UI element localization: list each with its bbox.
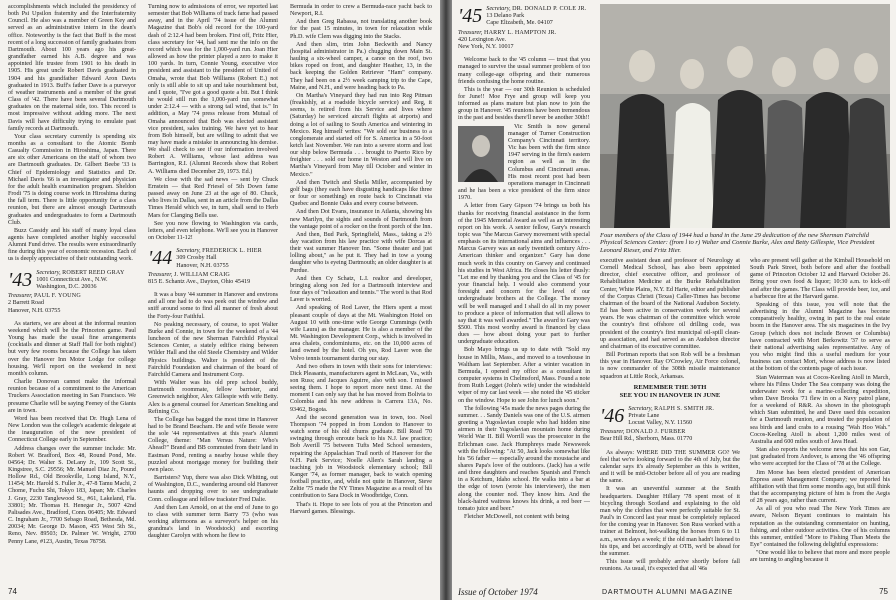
- paragraph: Welcome back to the '45 column — trust that you managed to survive the usual summer problem of too many college-age offspring and their numerous friends confusing the home routine.: [458, 57, 590, 85]
- paragraph: This is the year — our 30th Reunion is scheduled for June!! Moe Frye and group will keep you informed as plans mature but plan now to join the group in Hanover. '45 reunions have been tremendous in the past and besides there'll never be another 30th!!: [458, 86, 590, 122]
- reunion-headline: REMEMBER THE 30TH SEE YOU IN HANOVER IN JUNE: [619, 383, 721, 399]
- paragraph: As all of you who read The New York Times are aware, Nelson Bryant continues to maintain his reputation as the outstanding commentator on hunting, fishing, and other outdoor activities. One of his columns this summer, entitled "More to Fishing Than Meets the Eye" contained the following delightful expressions:: [750, 506, 890, 549]
- class-year: '44: [148, 247, 173, 270]
- paragraph: And the second generation was in town, too. Noel Thompson '74 popped in from London to Hanover to watch some of his old chums graduate. Bill Read '70 swinging through enroute back to his N.J. law practice; Bob Averill '75 between Tufts Med School semesters, repairing the Appalachian Trail north of Hanover for the N.H. Park Service; Noelle Allen's Sarah landing a teaching job in Woodstock elementary school; Bill Kanger '74, as former manager, back to watch opening football practice, and, while not quite in Hanover, Steve Zeltie '75 made the NY Times Magazine as a result of his contribution to Sara Dock in Woodbridge, Conn.: [290, 414, 432, 500]
- paragraph: Jim Morse has been elected president of American Express asset Management Company; we reported his affiliation with that firm some months ago, but still think that the accompanying picture of him is from the Aegis of 28 years ago, rather than current.: [750, 469, 890, 505]
- class-header-43: [8, 270, 136, 315]
- paragraph: No peaking necessary, of course, to spot Walter Burke and Connie, in town for the weekend of a '44 luncheon of the new Sherman Fairchild Physical Sciences Center, a stately edifice rising between Wilder Hall and the old Steele Chemistry and Wilder Physics buildings. Walter is president of the Fairchild Foundation and chairman of the board of Fairchild Camera and Instrument Corp.: [148, 321, 278, 378]
- left-column-2: [148, 4, 278, 541]
- paragraph: who are present will gather at the Kimball Household on South Park Street, both before and after the football game of Princeton October 12 and Harvard October 26. Bring your own food & liquor; 10:30 a.m. to kick-off and after the games. The Class will provide beer, ice, and a barbecue fire at the Harvard game.: [750, 258, 890, 300]
- paragraph: Stan also reports the welcome news that his son Gar, just graduated from Andover, is among the '46 offspring who were accepted for the Class of '78 at the College.: [750, 447, 890, 468]
- paragraph: It was a busy '44 summer in Hanover and environs and all one had to do was peek out the window and sniff around some to find all manner of fresh about the Forty-four Faithful.: [148, 292, 278, 320]
- class-year: '43: [8, 268, 33, 291]
- group-photo: [600, 4, 890, 228]
- paragraph: Fletcher McDowell, not content with being: [464, 514, 570, 521]
- paragraph: See you now flowing to Washington via cards, letters, and even telephone. We'll see you in Hanover on October 11-12!: [148, 220, 278, 241]
- page-number-right: 75: [879, 587, 888, 596]
- right-page: [452, 0, 896, 600]
- class-officers: Secretary, DR. DONALD P. COLE JR. 13 Delano Park Cape Elizabeth, Me. 04107 Treasurer, HARRY L. HAMPTON JR. 420 Lexington Ave. New York, N.Y. 10017: [458, 6, 587, 51]
- paragraph: A letter from Gary Gipson '74 brings us both his thanks for receiving financial assistance in the form of the 1945 Memorial Award as well as an interesting report on his work. A senior fellow, Gary's research topic was "the Marcus Garvey movement with special emphasis on its international aims and influences . . . Marcus Garvey was an early twentieth century Afro-American thinker and organizer." Gary has done much work in this country on Garvey and continued his studies in West Africa. He closes his letter thusly: "Let me end by thanking you and the Class of '45 for your financial help. I would also commend your foresight and concern for the level of our undergraduate brothers at the College. The money will be well managed and I shall do all in my power to produce a piece of information that will allows to say that it was well awarded." The award to Gary was $500. This most worthy award is financed by class dues — how about doing your part to further undergraduate education.: [458, 203, 590, 346]
- paragraph: Bill Portman reports that son Rob will be a freshman this year in Hanover. Ray O'Crowley, Air Force colonel, is now commander of the 308th missile maintenance squadron at Little Rock, Arkansas.: [600, 352, 740, 380]
- paragraph: accomplishments which included the presidency of both Psi Upsilon fraternity and the Interfraternity Council. He also was a member of Green Key and served as an administrative intern in the dean's office. Noteworthy is the fact that Buff is the most recent of a long succession of family graduates from Dartmouth. About 100 years ago his great-grandfather earned his A.B. degree and was appointed life trustee from 1901 to his death in 1905. His great uncle Robert Davis graduated in 1904 and his grandfather Edward Aron Davis graduated in 1913. Buff's father Dave is a purveyor of weather instruments and a member of the great Class of '42. There have been several Dartmouth graduates on the maternal side, too. This record is most impressive without adding more. The next Davis will have difficulty trying to emulate past family records at Dartmouth.: [8, 4, 136, 132]
- paragraph: And then, Bud Park, Springfield, Mass., taking a 2½ day vacation from his law practice with wife Dorcas at their vast summer Hanover Inn. "Some theater and just lolling about," as he put it. They had in tow a young daughter who is eyeing Dartmouth; an older daughter is at Purdue.: [290, 231, 432, 274]
- right-column-2: [600, 258, 740, 574]
- magazine-footer: DARTMOUTH ALUMNI MAGAZINE: [602, 589, 734, 596]
- paragraph: On Martha's Vineyard they had run into Reg Pitman (freakishly, at a roadside bicycle service) and Reg, it seems, is retired from his Service and lives where (Saturday) he serviced aircraft flights at airports) and doing a lot of sailing to South America and wintering in Mexico. Reg himself writes: "We sold our business to a conglomerate and started off for S. America in a 50-foot ketch last November. We ran into a severe storm and lost our ship below Bermuda . . . brought to Puerto Rico by freighter . . . sold our home in Weston and will live on Martha's Vineyard from May till October and winter in Mexico.": [290, 92, 432, 178]
- paragraph: The following '45s made the news pages during the summer. . . Sandy Daniels was one of the U.S. airmen greeting a Yugoslavian couple who had hidden nine airmen in their Yugoslavian mountain home during World War II. Bill Worrill was the prosecutor in the Erlichman case. Jack Humphreys made Newsweek with the following: "At 50, Jack looks somewhat like his '56 father — especially around the moustache and shares Papa's love of the outdoors. (Jack) has a wife and three daughters and reaches Spanish and French in a Ketchum, Idaho school. He walks into a bar at the edge of town (wrote his interviewer), the men along the counter nod. They know him. And the black-haired waitress knows his drink, a red beer — tomato juice and beer.": [458, 405, 590, 512]
- paragraph: It was an uneventful summer at the Smith headquarters. Daughter Hillary '78 spent most of it bicycling through Scotland and explaining to the old man why the clothes that were perfectly suitable for St. Paul's in Concord last year must be completely replaced for the coming year in Hanover. Son Russ worked with a trainer at Belmont, hot-walking the horses from 6 to 11 a.m., seven days a week; if the old man hadn't listened to his tips, and bet accordingly at OTB, we'd be ahead for the summer.: [600, 486, 740, 557]
- paragraph: Your class secretary currently is spending six months as a consultant to the Atomic Bomb Casualty Commission in Hiroshima, Japan. There are six other Americans on the staff of whom two are Dartmouth graduates. Dr. Gilbert Beebe '33 is Chief of Epidemiology and Statistics and Dr. Michael Davis '66 is an investigator and physician for the adult health examination program. Sheldon Frodi '75 is doing course work in Hiroshima during the fall term. There is little opportunity for a class reunion, but there are almost enough Dartmouth graduates and undergraduates to form a Dartmouth Club.: [8, 133, 136, 226]
- class-officers: Secretary, ROBERT REED GRAY 1001 Connecticut Ave., N.W. Washington, D.C. 20036 Treasurer, PAUL F. YOUNG 2 Barrett Road Hanover, N.H. 03755: [8, 269, 125, 314]
- paragraph: Speaking of this issue, you will note that the advertising in the Alumni Magazine has become comparatively healthy, owing in part to the real estate boom in the Hanover area. The six magazines in the Ivy Group (which does not include Brown or Columbia) have contracted with Mort Berkowitz '37 to serve as their national advertising sales representative. Any of you who might find this a useful medium for your business can contact Mort, whose address is now listed at the bottom of the contents page of each issue.: [750, 301, 890, 373]
- left-page: [0, 0, 440, 600]
- paragraph: And two others in town with their sons for interviews: Dick Pleasants, manufacturers agent in McLean, Va., with son Russ; and Jacques Aguirre, also with son. I missed seeing them. I hope to report more next time. At the moment I can only say that he has moved from Bolivia to Colombia and his new address is Carrera 13A, No. 93462, Bogota.: [290, 363, 432, 413]
- paragraph: And speaking of Rod Laver, the Hiers spent a most pleasant couple of days at the Mt. Washington Hotel on August 10 with one-time wife George Cummings (with wife Laura) as the manager. He is also a member of the Mt. Washington Development Corp., which is involved in area chalets, condominiums, etc. on the 10,000 acres of land owned by the hotel. Oh yes, Rod Laver won the Volvo tennis tournament during our stay.: [290, 305, 432, 362]
- portrait-photo: [458, 126, 504, 182]
- paragraph: Word has been received that Dr. Hugh Lena of New London was the college's academic delegate at the inauguration of the new president of Connecticut College early in September.: [8, 415, 136, 444]
- paragraph: Bob Mayo brings us up to date with "Sold my house in Millis, Mass., and moved to a townhouse in Waltham last September. After a winter vacation in Bermuda, I opened my office as a consultant in computer systems in Chelmsford, Mass. Found a note from Ruth Legget (John's wife) under the windshield wiper of my car last week — she noted the '45 sticker on the window. Hope to see John for lunch soon.": [458, 347, 590, 404]
- paragraph: And then slim, trim John Beckwith and Nancy (hospital administrator in Pa.) chugging down Main St. hauling a six-wheel camper, a canoe on the roof, two bikes roped on front, and daughter Heather, 13, in the back keeping the Golden Retriever "Ham" company. They had been on a 2½ week camping trip to the Cape, Maine, and N.H., and were heading back to Pa.: [290, 41, 432, 91]
- photo-caption: Four members of the Class of 1944 had a hand in the June 29 dedication of the new Sherman Fairchild Physical Sciences Center: (from l to r) Walter and Connie Burke, Alex and Betty Gillespie, Vice President Leonard Rieser, and Fritz Hier.: [600, 232, 875, 254]
- paragraph: Buzz Cassidy and his staff of many loyal class agents have completed another highly successful Alumni Fund drive. The results were extraordinarily fine during this year of economic recession. Each of us is deeply appreciative of their outstanding work.: [8, 227, 136, 263]
- paragraph: And then Len Arnold, on at the end of June to go to class with summer term Barry '73 (who was working afternoons as a surveyor's helper on his grandma's land in Woodstock) and escorting daughter Carolyn with whom he flew to: [148, 504, 278, 540]
- paragraph: Stan Waterman was at Cocos-Keeling Atoll in March, where his Films Under The Sea company was doing the underwater work for a marine-collecting expedition, when Dave Brooks '71 flew in on a Navy patrol plane, for a weekend of R&R. As shown in the photograph which Stan submitted, he and Dave used this occasion for a Dartmouth reunion, and treated the population of sea birds and land crabs to a rousing "Wah Hoo Wah." Cocos-Keeling Atoll is about 1,200 miles west of Australia and 600 miles south of Java Head.: [750, 374, 890, 445]
- class-officers: Secretary, RALPH S. SMITH JR. Private Lane Locust Valley, N.Y. 11560 Treasurer, DONALD J. FURBER Bear Hill Rd., Sherborn, Mass. 01770: [600, 405, 715, 443]
- paragraph: And then Greg Rabassa, not translating another book for the past 15 minutes, in town for relaxation while Ph.D. wife Clem was digging into the Stacks.: [290, 19, 432, 40]
- paragraph: As always: WHERE DID THE SUMMER GO? We feel that we're looking forward to the 4th of July, but the calendar says it's already September as this is written, and it will be mid-October before all of you are reading the same.: [600, 449, 740, 485]
- issue-date: Issue of October 1974: [458, 587, 538, 597]
- paragraph: Vic Smith is now general manager of Turner Construction Company's Cincinnati territory. Vic has been with the firm since 1947 serving in the firm's eastern region as well as in the Columbus and Cincinnati areas. His most recent post had been operations manager in Cincinnati and he has been a vice president of the firm since 1970.: [458, 123, 590, 202]
- class-year: '46: [600, 404, 625, 427]
- paragraph: And then Twitch and Sheila Miller, accompanied by golf bags (they each have disgusting handicaps like three or four or something) en route back to Cincinnati via Quebec and Bonnie Oaks and every course between.: [290, 179, 432, 208]
- left-column-1: [8, 4, 136, 547]
- paragraph: Turning now to admissions of error, we reported last semester that Bob Williams of track fame had passed away, and in the April '74 issue of the Alumni Magazine that Bob's old record for the 100-yard dash of 2:12.4 had been broken. First off, Fritz Hier, class secretary for '44, had sent me the info on the record which was for the 1,000-yard run. Joan Hier allowed as how the printer played a zero to make it 100 yards. In turn, Connie Young, executive vice president and assistant to the president of United of Omaha, wrote that Bob Williams (Robert E.) not only is still able to sit up and take nourishment but, and I quote, "I've got a good quote a bit. But I think he would still run the 1,000-yard run somewhat under 2:12.4 — with a strong tail wind, that is." In addition, a May '74 press release from Mutual of Omaha announced that Bob was elected assistant vice president, sales training. We have yet to hear from Bob himself, but are willing to admit that we may have made a mistake in announcing his demise. We shall check to see if our information involved Robert A. Williams, whose last address was Barrington, R.I. (Alumni Records show that Robert A. Williams died December 29, 1973. Ed.): [148, 4, 278, 175]
- class-header-44: [148, 248, 278, 286]
- binding-gutter: [440, 0, 452, 600]
- class-year: '45: [458, 5, 483, 27]
- paragraph: Barristers? Yup, there was also Dick Whiting, out of Washington, D.C., wandering around old Hanover haunts and dropping over to see undergraduate Conn. colleague and fellow trackster Fred Dalie.: [148, 475, 278, 503]
- paragraph: And then Dot Evans, insurance in Atlanta, showing his new Marilyn, the sights and sounds of Dartmouth from the vantage point of a rocker on the front porch of the Inn.: [290, 209, 432, 230]
- paragraph: "One would like to believe that more and more people are turning to angling because it: [750, 550, 890, 564]
- group-photo-figures-icon: [600, 4, 890, 228]
- paragraph: Charlie Donovan cannot make the informal reunion because of a commitment to the American Truckers Association meeting in San Francisco. We presume Charlie will be saying Feeney of the Giants are in town.: [8, 379, 136, 414]
- portrait-figure-icon: [458, 126, 504, 182]
- class-officers: Secretary, FREDERICK L. HIER 309 Crosby Hall Hanover, N.H. 03755 Treasurer, J. WILLIAM CRAIG 815 E. Schantz Ave., Dayton, Ohio 45419: [148, 248, 262, 285]
- paragraph: And then Cy Schatz, L.I. realtor and developer, bringing along son Jed for a Dartmouth interview and four days of "relaxation and tennis." The word is that Rod Laver is worried.: [290, 275, 432, 304]
- paragraph: The College has bagged the most time in Hanover had to be Brand Beacham. He and wife Bessie were the sole '44 representatives at this year's Alumni College, theme: "Man Versus Nature: Who's Ahead?" Brand and BB commuted from their land in Eastman Pond, renting a nearby house while they puzzled about mortgage money for building their own place.: [148, 416, 278, 473]
- paragraph: Address changes over the summer include: Mr. Robert W. Bradford, Box 48, Round Pond, Me. 04564; Dr. Walter S. DeLany Jr., 109 Scott St., Kingstree, S.C. 29556; Mr. Manuel Diaz Jr., Pound Hollow Rd., Old Brookville, Long Island, N.Y., 11454; Mr. Harold S. Fuller Jr., 47-8 Tamu Machi, 2 Chome, Fuchu Shi, Tokyo 183, Japan; Mr. Charles J. Gray, 2230 Tanglewood St., #61, Lakeland, Fla. 33801; Mr. Thomas H. Henegar Jr., 5007 42nd Palisades Ave., Bradford, Conn. 06405; Mr. Edward C. Ingraham Jr., 7700 Sebago Road, Bethesda, Md. 20034; Mr. George D. Mason, 455 West 5th St., Reno, Nev. 89503; Dr. Palmer W. Wright, 2700 Penny Lane, #123, Austin, Texas 78758.: [8, 445, 136, 545]
- class-header-45: [458, 6, 590, 51]
- page-number-left: 74: [8, 587, 17, 596]
- left-column-3: [290, 4, 432, 517]
- class-header-46: [600, 406, 740, 444]
- paragraph: This issue will probably arrive shortly before fall reunions. As usual, it's expected that all '46s: [600, 559, 740, 573]
- paragraph: As starters, we are about at the informal reunion weekend which will be the Princeton game. Paul Young has made the usual fine arrangements (cocktails and dinner at Staff Hall for both nights!) but very few rooms because the College has taken over the Hanover Inn Motor Lodge for college housing. We'll report on the weekend in next month's column.: [8, 320, 136, 377]
- paragraph: With Walter was his old prep school buddy, Dartmouth roommate, fellow barrister, and Greenwich neighbor, Alex Gillespie with wife Betty. Alex is a general counsel for American Smelting and Refining Co.: [148, 380, 278, 415]
- right-column-1: [458, 4, 590, 522]
- paragraph: We close with the sad news — sent by Chuck Ernstein — that Red Friesel of 5th Down fame passed away on June 23 at the age of 80. Chuck, who lives in Dallas, sent in an article from the Dallas Times Herald which we, in turn, shall send to Herb Mars for Clanging Bells use.: [148, 176, 278, 219]
- paragraph: Bermuda in order to crew a Bermuda-race yacht back to Newport, R.I.: [290, 4, 432, 18]
- paragraph: That's it. Hope to see lots of you at the Princeton and Harvard games. Blessings.: [290, 501, 432, 515]
- paragraph: executive assistant dean and professor of Neurology at Cornell Medical School, has also been appointed director, chief executive officer, and professor of Rehabilitation Medicine at the Burke Rehabilitation Center, White Plains, N.Y. Ed Harte, editor and publisher of the Corpus Christi (Texas) Caller-Times has become chairman of the board of the National Audubon Society. Ed has been active in conservation work for several years. He was chairman of the committee which wrote the country's first offshore oil drilling code, was president of the country's first municipal oil-spill clean-up association, and had served as an Audubon director and chairman of its executive committee.: [600, 258, 740, 350]
- right-column-3: [750, 258, 890, 566]
